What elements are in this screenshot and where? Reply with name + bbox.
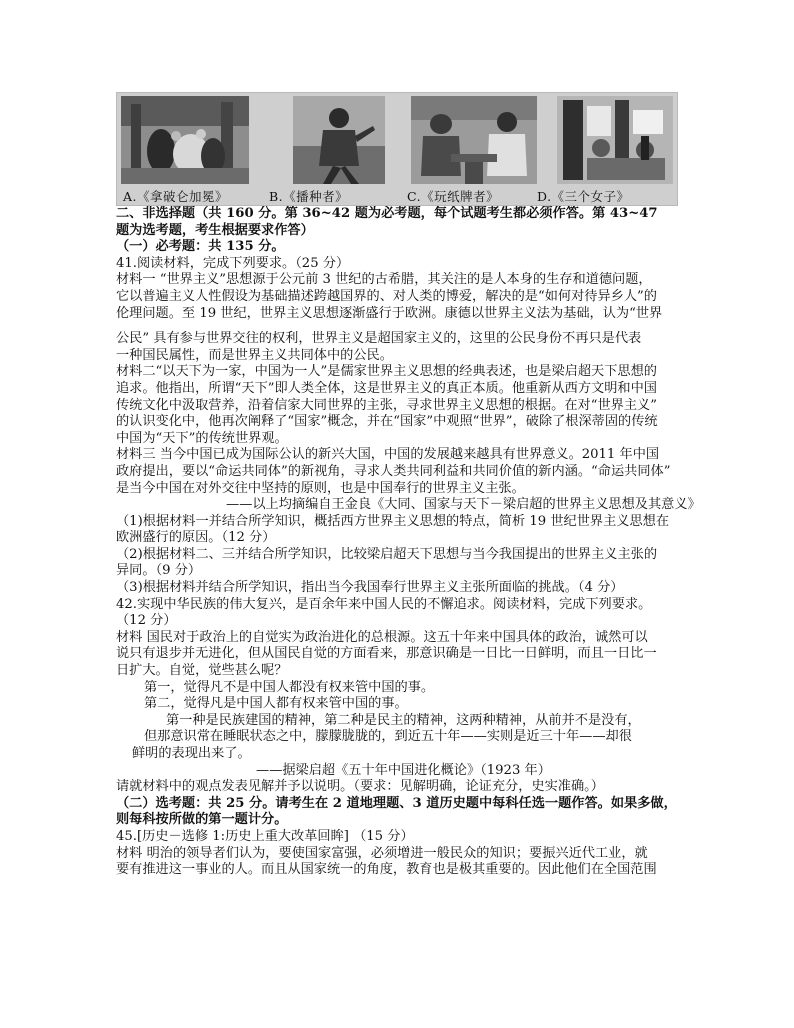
caption-d: D.《三个女子》 xyxy=(537,189,630,204)
text-line: 45.[历史－选修 1:历史上重大改革回眸] （15 分） xyxy=(116,828,414,844)
text-line: ——据梁启超《五十年中国进化概论》（1923 年） xyxy=(256,762,551,778)
text-line: 伦理问题。至 19 世纪，世界主义思想逐渐盛行于欧洲。康德以世界主义法为基础，认为“世界 xyxy=(116,305,663,321)
exam-page xyxy=(116,92,701,879)
text-line: 则每科按所做的第一题计分。 xyxy=(116,812,288,828)
text-line: 异同。（9 分） xyxy=(116,563,202,579)
text-line: 欧洲盛行的原因。（12 分） xyxy=(116,530,276,546)
text-line: 的认识变化中，他再次阐释了“国家”概念，并在“国家”中观照“世界”，破除了根深蒂固的传统 xyxy=(116,414,658,430)
text-line: 请就材料中的观点发表见解并予以说明。（要求：见解明确，论证充分，史实准确。） xyxy=(116,779,604,795)
text-line: 传统文化中汲取营养，沿着信家大同世界的主张，寻求世界主义思想的根据。在对“世界主义” xyxy=(116,397,657,413)
text-line: （12 分） xyxy=(116,613,177,629)
text-line: 中国为“天下”的传统世界观。 xyxy=(116,430,288,446)
text-line: 是当今中国在对外交往中坚持的原则，也是中国奉行的世界主义主张。 xyxy=(116,480,525,496)
text-line: 第一，觉得凡不是中国人都没有权来管中国的事。 xyxy=(144,679,435,695)
question-text xyxy=(116,206,701,879)
text-line: 鲜明的表现出来了。 xyxy=(132,746,251,761)
text-line: 二、非选择题（共 160 分。第 36~42 题为必考题，每个试题考生都必须作答。第 43~47 xyxy=(116,206,658,221)
line-gap xyxy=(116,322,681,331)
text-line: 材料一 “世界主义”思想源于公元前 3 世纪的古希腊，其关注的是人本身的生存和道德问题， xyxy=(116,272,652,288)
painting-strip xyxy=(116,92,678,206)
text-line: （1)根据材料一并结合所学知识，概括西方世界主义思想的特点，简析 19 世纪世界主义思想在 xyxy=(116,513,670,529)
text-line: 第二，觉得凡是中国人都有权来管中国的事。 xyxy=(144,696,408,712)
caption-a: A.《拿破仑加冕》 xyxy=(123,189,229,204)
text-line: 公民” 具有参与世界交往的权利，世界主义是超国家主义的，这里的公民身份不再只是代表 xyxy=(116,331,642,347)
text-line: 材料 明治的领导者们认为，要使国家富强，必须增进一般民众的知识；要振兴近代工业，就 xyxy=(116,845,648,861)
text-line: 追求。他指出，所谓“天下”即人类全体，这是世界主义的真正本质。他重新从西方文明和中国 xyxy=(116,380,657,396)
text-line: 题为选考题，考生根据要求作答） xyxy=(116,222,314,238)
text-line: 政府提出，要以“命运共同体”的新视角，寻求人类共同利益和共同价值的新内涵。“命运共同体” xyxy=(116,463,671,479)
text-line: 要有推进这一事业的人。而且从国家统一的角度，教育也是极其重要的。因此他们在全国范围 xyxy=(116,862,657,878)
text-line: （一）必考题：共 135 分。 xyxy=(116,239,285,255)
text-line: ——以上均摘编自王金良《大同、国家与天下－梁启超的世界主义思想及其意义》 xyxy=(226,497,701,513)
caption-b: B.《播种者》 xyxy=(269,189,349,204)
text-line: （3)根据材料并结合所学知识，指出当今我国奉行世界主义主张所面临的挑战。（4 分） xyxy=(116,580,624,596)
painting-card-players xyxy=(411,96,537,184)
text-line: 但那意识常在睡眠状态之中，朦朦胧胧的，到近五十年——实则是近三十年——却很 xyxy=(144,729,632,745)
painting-three-women xyxy=(557,96,673,184)
painting-the-sower xyxy=(293,96,385,184)
text-line: 41.阅读材料，完成下列要求。（25 分） xyxy=(116,255,350,271)
text-line: 它以普遍主义人性假设为基础描述跨越国界的、对人类的博爱，解决的是“如何对待异乡人”的 xyxy=(116,288,657,304)
text-line: （二）选考题：共 25 分。请考生在 2 道地理题、3 道历史题中每科任选一题作答。如果多做， xyxy=(116,795,677,811)
text-line: 说只有退步并无进化，但从国民自觉的方面看来，那意识确是一日比一日鲜明，而且一日比一 xyxy=(116,646,657,662)
text-line: （2)根据材料二、三并结合所学知识，比较梁启超天下思想与当今我国提出的世界主义主张的 xyxy=(116,546,658,562)
text-line: 材料三 当今中国已成为国际公认的新兴大国，中国的发展越来越具有世界意义。2011 年中国 xyxy=(116,447,660,463)
text-line: 材料 国民对于政治上的自觉实为政治进化的总根源。这五十年来中国具体的政治，诚然可以 xyxy=(116,629,648,645)
text-line: 日扩大。自觉，觉些甚么呢？ xyxy=(116,663,288,679)
painting-napoleon-coronation xyxy=(121,96,249,184)
caption-c: C.《玩纸牌者》 xyxy=(407,189,500,204)
text-line: 材料二“以天下为一家，中国为一人”是儒家世界主义思想的经典表述，也是梁启超天下思想的 xyxy=(116,364,657,380)
text-line: 第一种是民族建国的精神，第二种是民主的精神，这两种精神，从前并不是没有， xyxy=(166,712,641,728)
text-line: 一种国民属性，而是世界主义共同体中的公民。 xyxy=(116,347,393,363)
text-line: 42.实现中华民族的伟大复兴，是百余年来中国人民的不懈追求。阅读材料，完成下列要求。 xyxy=(116,596,652,612)
